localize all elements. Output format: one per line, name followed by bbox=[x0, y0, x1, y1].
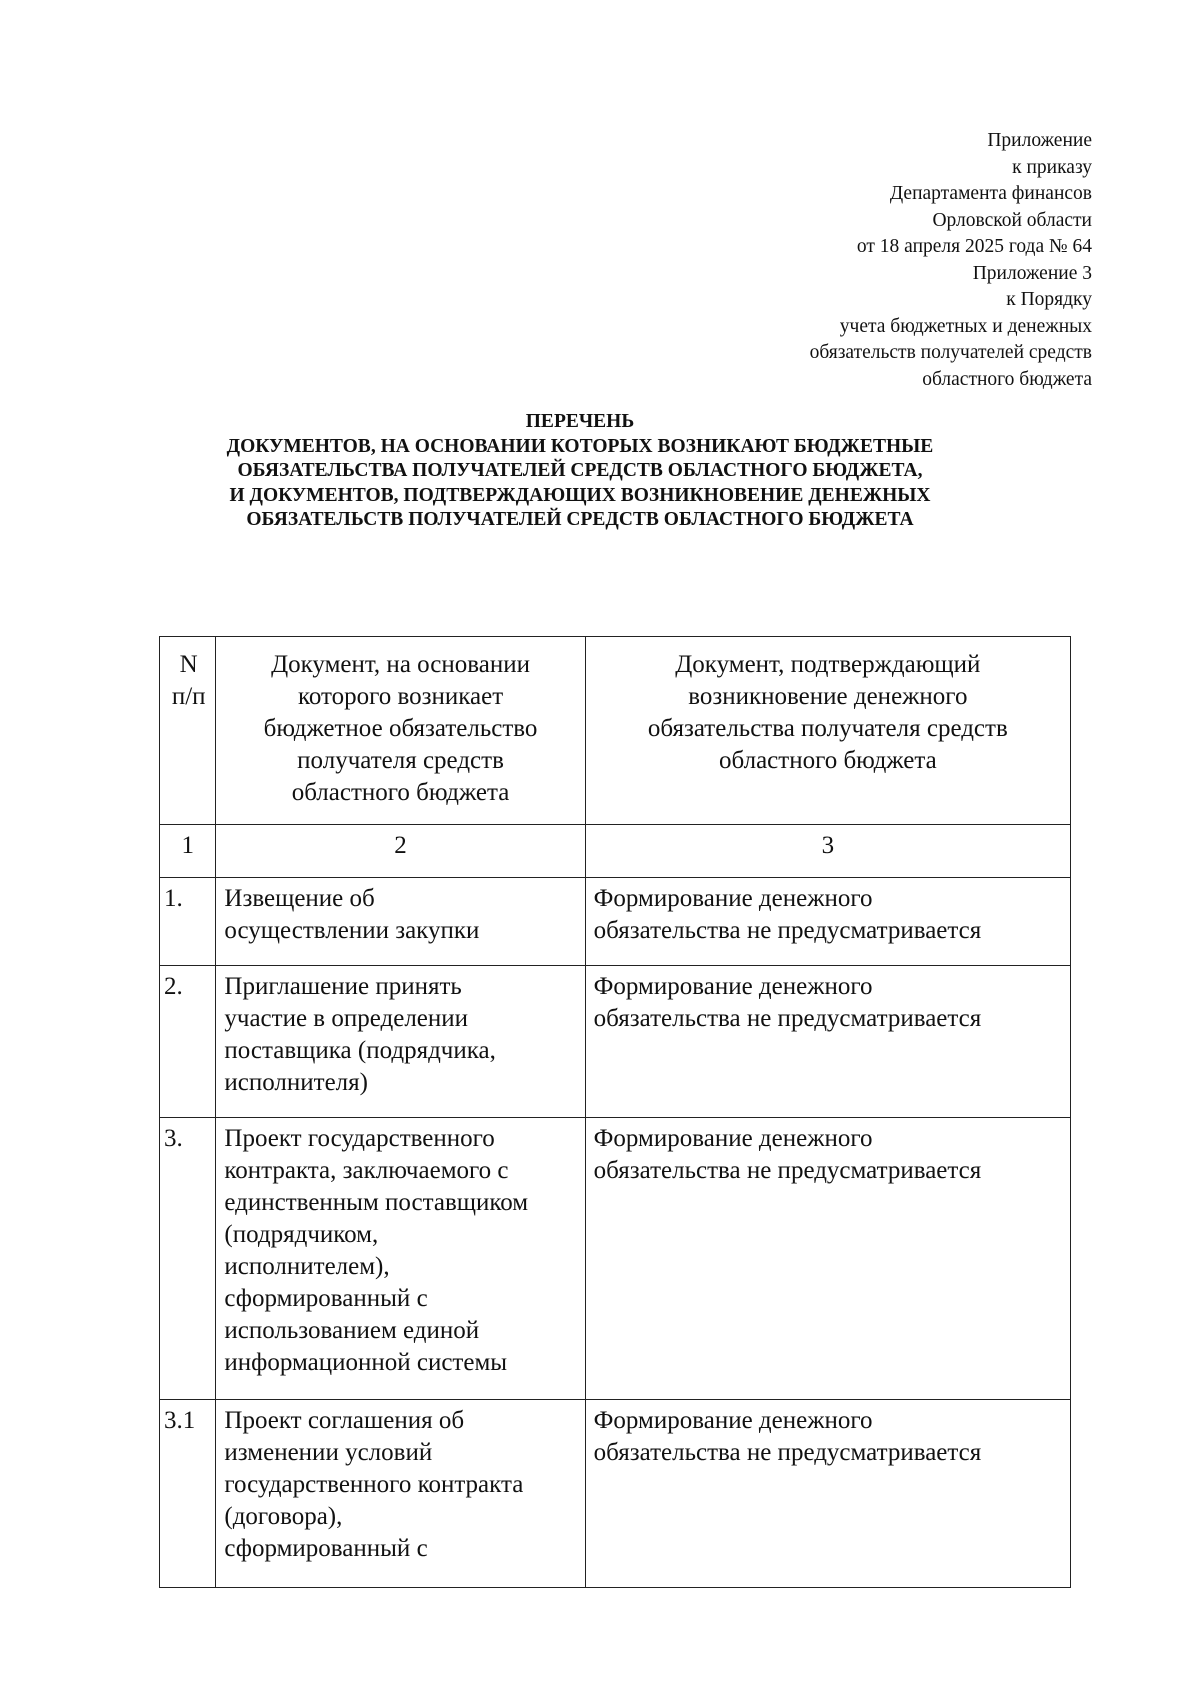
header-text: которого возникает bbox=[297, 683, 504, 710]
table-row bbox=[160, 878, 1071, 966]
cell-text: (подрядчиком, bbox=[224, 1221, 379, 1248]
header-text: Документ, на основании bbox=[271, 651, 530, 678]
cell-text: обязательства не предусматривается bbox=[593, 1439, 982, 1466]
row-number: 1. bbox=[160, 878, 216, 966]
header-cell-obligation-document bbox=[216, 637, 585, 825]
document-title bbox=[140, 410, 1020, 533]
obligation-document-cell bbox=[216, 1118, 585, 1400]
table-row bbox=[160, 1400, 1071, 1588]
cell-text: информационной системы bbox=[224, 1349, 508, 1376]
cell-text: обязательства не предусматривается bbox=[593, 1157, 982, 1184]
cell-text: поставщика (подрядчика, bbox=[224, 1037, 496, 1064]
header-text: бюджетное обязательство bbox=[263, 715, 538, 742]
column-number-row bbox=[160, 825, 1071, 878]
header-text: п/п bbox=[171, 683, 206, 710]
header-line: обязательств получателей средств bbox=[809, 342, 1092, 363]
cell-text: сформированный с bbox=[224, 1535, 428, 1562]
cell-text: Проект государственного bbox=[224, 1125, 495, 1152]
header-text: областного бюджета bbox=[291, 779, 510, 806]
title-line: ДОКУМЕНТОВ, НА ОСНОВАНИИ КОТОРЫХ ВОЗНИКАЮТ БЮДЖЕТНЫЕ bbox=[226, 435, 934, 457]
confirming-document-cell bbox=[585, 878, 1070, 966]
cell-text: обязательства не предусматривается bbox=[593, 917, 982, 944]
cell-text: сформированный с bbox=[224, 1285, 428, 1312]
table-row bbox=[160, 1118, 1071, 1400]
header-line: Орловской области bbox=[932, 209, 1092, 231]
cell-text: осуществлении закупки bbox=[224, 917, 480, 944]
cell-text: обязательства не предусматривается bbox=[593, 1005, 982, 1032]
header-cell-number bbox=[160, 637, 216, 825]
cell-text: Извещение об bbox=[224, 885, 375, 912]
header-text: N bbox=[179, 651, 198, 678]
obligation-document-cell bbox=[216, 966, 585, 1118]
table-header-row bbox=[160, 637, 1071, 825]
cell-text: Формирование денежного bbox=[593, 885, 873, 912]
cell-text: единственным поставщиком bbox=[224, 1189, 529, 1216]
table-row bbox=[160, 966, 1071, 1118]
cell-text: Формирование денежного bbox=[593, 1125, 873, 1152]
row-number: 2. bbox=[160, 966, 216, 1118]
obligation-document-cell bbox=[216, 1400, 585, 1588]
header-text: обязательства получателя средств bbox=[647, 715, 1008, 742]
title-line: ОБЯЗАТЕЛЬСТВ ПОЛУЧАТЕЛЕЙ СРЕДСТВ ОБЛАСТНОГО БЮДЖЕТА bbox=[246, 509, 914, 530]
documents-table bbox=[159, 636, 1071, 1588]
header-line: Приложение 3 bbox=[972, 262, 1092, 284]
cell-text: исполнителем), bbox=[224, 1253, 390, 1280]
column-number: 2 bbox=[216, 825, 585, 878]
header-line: Департамента финансов bbox=[889, 183, 1092, 204]
column-number: 3 bbox=[585, 825, 1070, 878]
header-line: к Порядку bbox=[1006, 289, 1092, 310]
header-line: областного бюджета bbox=[922, 368, 1092, 390]
header-text: областного бюджета bbox=[719, 747, 937, 774]
cell-text: использованием единой bbox=[224, 1317, 480, 1344]
title-line: ОБЯЗАТЕЛЬСТВА ПОЛУЧАТЕЛЕЙ СРЕДСТВ ОБЛАСТНОГО БЮДЖЕТА, bbox=[237, 460, 923, 481]
header-text: Документ, подтверждающий bbox=[675, 651, 981, 678]
header-line: Приложение bbox=[987, 130, 1092, 151]
cell-text: участие в определении bbox=[224, 1005, 469, 1032]
header-text: возникновение денежного bbox=[688, 683, 968, 710]
obligation-document-cell bbox=[216, 878, 585, 966]
cell-text: Формирование денежного bbox=[593, 973, 873, 1000]
appendix-header bbox=[810, 128, 1092, 393]
cell-text: государственного контракта bbox=[224, 1471, 524, 1498]
confirming-document-cell bbox=[585, 966, 1070, 1118]
header-line: к приказу bbox=[1012, 156, 1092, 178]
column-number: 1 bbox=[160, 825, 216, 878]
row-number: 3. bbox=[160, 1118, 216, 1400]
cell-text: изменении условий bbox=[224, 1439, 433, 1466]
confirming-document-cell bbox=[585, 1400, 1070, 1588]
title-line: ПЕРЕЧЕНЬ bbox=[525, 411, 635, 432]
cell-text: исполнителя) bbox=[224, 1069, 368, 1096]
cell-text: контракта, заключаемого с bbox=[224, 1157, 509, 1184]
header-cell-confirming-document bbox=[585, 637, 1070, 825]
header-line: учета бюджетных и денежных bbox=[839, 315, 1092, 337]
row-number: 3.1 bbox=[160, 1400, 216, 1588]
title-line: И ДОКУМЕНТОВ, ПОДТВЕРЖДАЮЩИХ ВОЗНИКНОВЕНИЕ ДЕНЕЖНЫХ bbox=[229, 484, 931, 506]
cell-text: Приглашение принять bbox=[224, 973, 462, 1000]
cell-text: Формирование денежного bbox=[593, 1407, 873, 1434]
cell-text: (договора), bbox=[224, 1503, 343, 1530]
header-text: получателя средств bbox=[297, 747, 504, 774]
cell-text: Проект соглашения об bbox=[224, 1407, 465, 1434]
confirming-document-cell bbox=[585, 1118, 1070, 1400]
header-line: от 18 апреля 2025 года № 64 bbox=[856, 236, 1092, 257]
